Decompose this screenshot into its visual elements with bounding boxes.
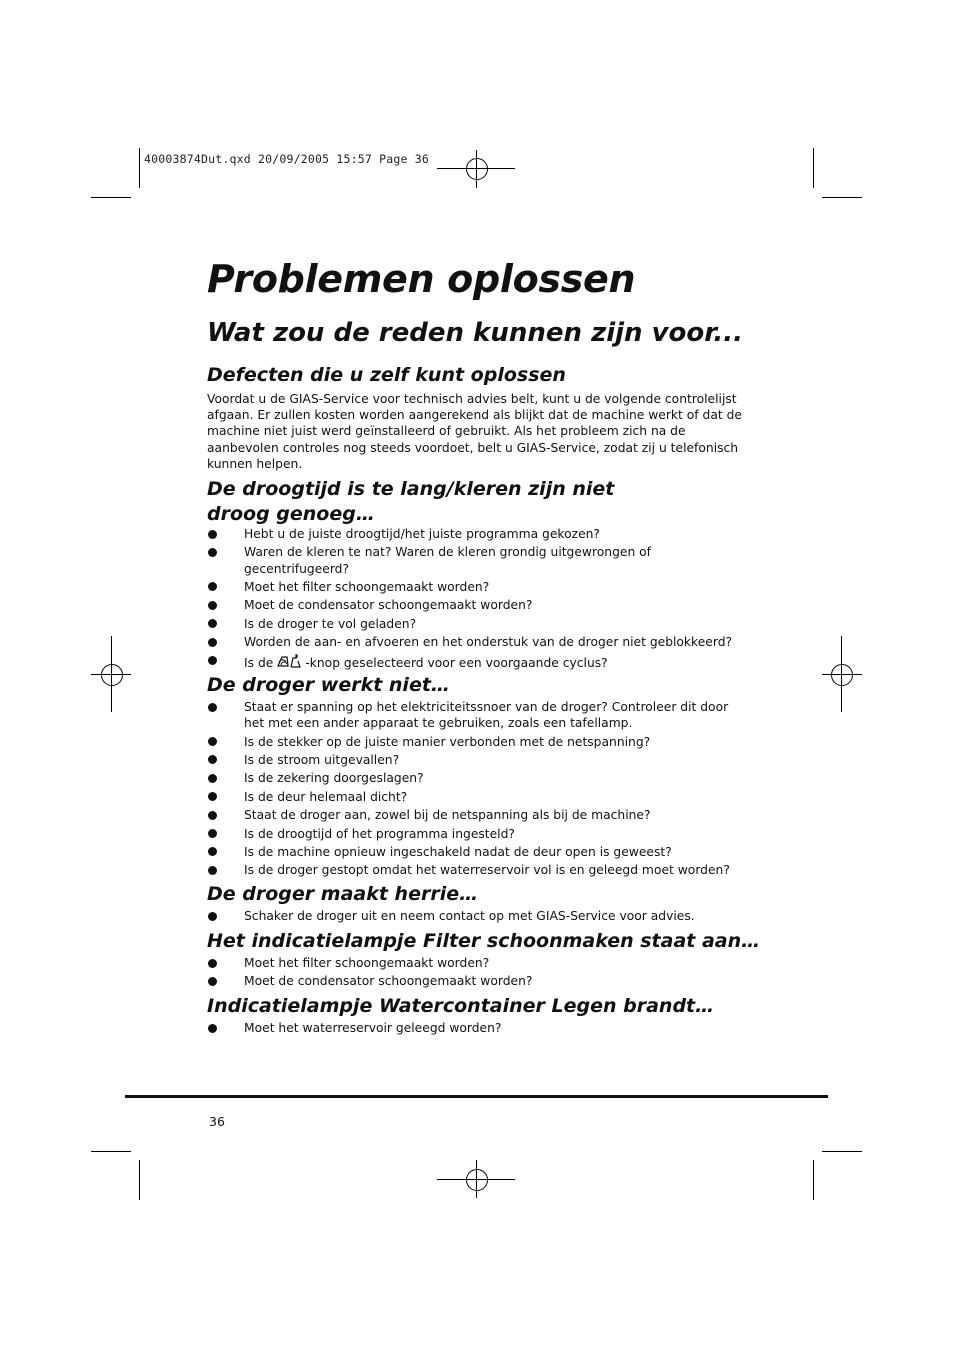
bullet-icon — [208, 811, 217, 820]
bullet-icon — [208, 774, 217, 783]
list-item: Waren de kleren te nat? Waren de kleren grondig uitgewrongen of gecentrifugeerd? — [207, 544, 752, 576]
bullet-icon — [208, 656, 217, 665]
page-number: 36 — [209, 1114, 225, 1129]
bullet-icon — [208, 977, 217, 986]
registration-circle-icon — [466, 1169, 488, 1191]
crop-mark — [139, 148, 140, 188]
intro-paragraph: Voordat u de GIAS-Service voor technisch advies belt, kunt u de volgende controlelijst afgaan. Er zullen kosten worden aangerekend als blijkt dat de machine werkt of dat de machine niet juist werd geïnstalleerd of gebruikt. Als het probleem zich na de aanbevolen controles nog steeds voordoet, belt u GIAS-Service, zodat zij u telefonisch kunnen helpen. — [207, 392, 742, 471]
bullet-icon — [208, 638, 217, 647]
checklist — [207, 908, 752, 926]
list-item: Is de zekering doorgeslagen? — [207, 770, 752, 786]
bullet-icon — [208, 866, 217, 875]
delicate-iron-icon — [276, 653, 302, 673]
bullet-icon — [208, 619, 217, 628]
bullet-icon — [208, 829, 217, 838]
crop-mark — [91, 197, 131, 198]
checklist — [207, 1020, 752, 1038]
bullet-icon — [208, 1024, 217, 1033]
crop-mark — [139, 1160, 140, 1200]
section-heading: Defecten die u zelf kunt oplossen — [207, 364, 566, 386]
list-item: Hebt u de juiste droogtijd/het juiste programma gekozen? — [207, 526, 752, 542]
checklist — [207, 526, 752, 675]
list-item: Is de -knop geselecteerd voor een voorgaande cyclus? — [207, 653, 752, 673]
footer-rule — [125, 1095, 828, 1098]
bullet-icon — [208, 548, 217, 557]
section-heading: De droger werkt niet… — [207, 674, 450, 696]
crop-mark — [813, 148, 814, 188]
bullet-icon — [208, 601, 217, 610]
list-item: Moet het filter schoongemaakt worden? — [207, 579, 752, 595]
list-item: Moet de condensator schoongemaakt worden? — [207, 973, 752, 989]
print-slug: 40003874Dut.qxd 20/09/2005 15:57 Page 36 — [144, 152, 429, 166]
registration-circle-icon — [831, 664, 853, 686]
bullet-icon — [208, 703, 217, 712]
section-heading: Indicatielampje Watercontainer Legen brandt… — [207, 995, 715, 1017]
list-item: Is de droogtijd of het programma ingesteld? — [207, 826, 752, 842]
list-item: Worden de aan- en afvoeren en het onderstuk van de droger niet geblokkeerd? — [207, 634, 752, 650]
list-item: Is de deur helemaal dicht? — [207, 789, 752, 805]
crop-mark — [822, 1151, 862, 1152]
section-heading: De droger maakt herrie… — [207, 883, 479, 905]
bullet-icon — [208, 755, 217, 764]
list-item: Staat de droger aan, zowel bij de netspanning als bij de machine? — [207, 807, 752, 823]
crop-mark — [813, 1160, 814, 1200]
checklist — [207, 955, 752, 992]
bullet-icon — [208, 530, 217, 539]
list-item: Is de droger gestopt omdat het waterreservoir vol is en geleegd moet worden? — [207, 862, 752, 878]
section-heading: Het indicatielampje Filter schoonmaken staat aan… — [207, 930, 761, 952]
bullet-icon — [208, 792, 217, 801]
registration-circle-icon — [101, 664, 123, 686]
list-item: Is de machine opnieuw ingeschakeld nadat de deur open is geweest? — [207, 844, 752, 860]
list-item: Staat er spanning op het elektriciteitssnoer van de droger? Controleer dit door het met een ander apparaat te gebruiken, zoals een tafellamp. — [207, 699, 752, 731]
list-item: Moet de condensator schoongemaakt worden? — [207, 597, 752, 613]
page-subtitle: Wat zou de reden kunnen zijn voor... — [207, 318, 744, 348]
bullet-icon — [208, 582, 217, 591]
checklist — [207, 699, 752, 881]
list-item: Moet het waterreservoir geleegd worden? — [207, 1020, 752, 1036]
section-heading: De droogtijd is te lang/kleren zijn niet droog genoeg… — [207, 478, 615, 525]
crop-mark — [822, 197, 862, 198]
list-item: Is de droger te vol geladen? — [207, 616, 752, 632]
bullet-icon — [208, 912, 217, 921]
list-item: Is de stroom uitgevallen? — [207, 752, 752, 768]
page-title: Problemen oplossen — [207, 257, 636, 301]
registration-circle-icon — [466, 158, 488, 180]
bullet-icon — [208, 847, 217, 856]
list-item: Schaker de droger uit en neem contact op met GIAS-Service voor advies. — [207, 908, 752, 924]
bullet-icon — [208, 959, 217, 968]
list-item: Is de stekker op de juiste manier verbonden met de netspanning? — [207, 734, 752, 750]
bullet-icon — [208, 737, 217, 746]
crop-mark — [91, 1151, 131, 1152]
list-item: Moet het filter schoongemaakt worden? — [207, 955, 752, 971]
